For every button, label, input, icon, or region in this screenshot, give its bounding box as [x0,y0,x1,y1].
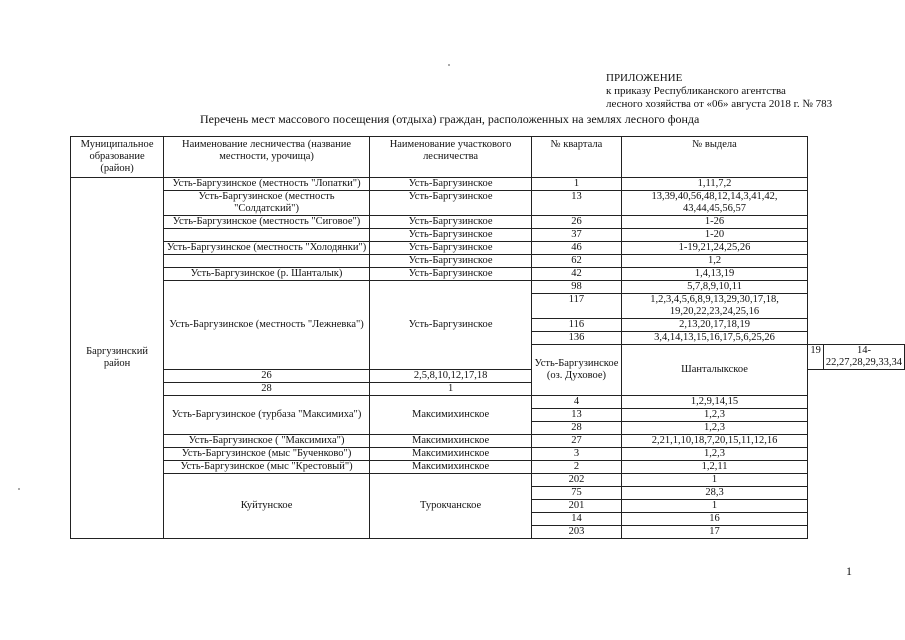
appendix-label: ПРИЛОЖЕНИЕ [606,72,683,84]
allotment-cell: 1,2,11 [621,461,808,474]
quarter-cell: 201 [532,500,622,513]
quarter-cell: 1 [532,178,622,191]
allotment-cell: 1 [621,500,808,513]
quarter-cell: 14 [532,513,622,526]
quarter-cell: 37 [532,229,622,242]
forestry-cell: Усть-Баргузинское (оз. Духовое) [532,345,622,396]
allotment-cell: 1 [369,383,531,396]
allotment-cell: 14-22,27,28,29,33,34 [823,345,904,370]
quarter-cell: 42 [532,268,622,281]
column-header-district: Муниципальное образование (район) [71,137,164,178]
forestry-cell: Усть-Баргузинское (местность "Холодянки") [164,242,370,255]
column-header-subforestry: Наименование участкового лесничества [369,137,531,178]
column-header-allotment: № выдела [621,137,808,178]
allotment-cell: 5,7,8,9,10,11 [621,281,808,294]
quarter-cell: 28 [532,422,622,435]
page-number: 1 [846,564,852,578]
table-row [71,461,905,474]
forestry-cell: Куйтунское [164,474,370,539]
allotment-cell: 1-20 [621,229,808,242]
subforestry-cell: Турокчанское [369,474,531,539]
subforestry-cell: Максимихинское [369,448,531,461]
quarter-cell: 46 [532,242,622,255]
quarter-cell: 26 [164,370,370,383]
allotment-cell: 2,5,8,10,12,17,18 [369,370,531,383]
allotment-cell: 1,2,3 [621,409,808,422]
quarter-cell: 26 [532,216,622,229]
quarter-cell: 13 [532,191,622,216]
quarter-cell: 116 [532,319,622,332]
table-row [71,268,905,281]
forestry-cell: Усть-Баргузинское (мыс "Крестовый") [164,461,370,474]
table-row [71,474,905,487]
forestry-cell: Усть-Баргузинское (местность "Солдатский") [164,191,370,216]
table-row [71,435,905,448]
allotment-cell: 1,2 [621,255,808,268]
allotment-cell: 1,2,3 [621,448,808,461]
table-row [71,396,905,409]
allotment-cell: 1,2,3,4,5,6,8,9,13,29,30,17,18, 19,20,22,23,24,25,16 [621,294,808,319]
table-row [71,216,905,229]
allotment-cell: 1 [621,474,808,487]
allotment-cell: 28,3 [621,487,808,500]
allotment-cell: 1,4,13,19 [621,268,808,281]
quarter-cell: 62 [532,255,622,268]
table-row [71,242,905,255]
allotment-cell: 1-19,21,24,25,26 [621,242,808,255]
allotment-cell: 1,2,3 [621,422,808,435]
subforestry-cell: Шанталыкское [621,345,808,396]
column-header-quarter: № квартала [532,137,622,178]
quarter-cell: 19 [808,345,824,370]
allotment-cell: 2,21,1,10,18,7,20,15,11,12,16 [621,435,808,448]
allotment-cell: 16 [621,513,808,526]
subforestry-cell: Усть-Баргузинское [369,281,531,370]
subforestry-cell: Усть-Баргузинское [369,255,531,268]
subforestry-cell: Максимихинское [369,461,531,474]
table-row [71,178,905,191]
quarter-cell: 202 [532,474,622,487]
quarter-cell: 13 [532,409,622,422]
column-header-forestry: Наименование лесничества (название местности, урочища) [164,137,370,178]
forestry-cell: Усть-Баргузинское (р. Шанталык) [164,268,370,281]
quarter-cell: 117 [532,294,622,319]
table-header-row [71,137,905,178]
order-reference: к приказу Республиканского агентства [606,85,786,97]
document-title: Перечень мест массового посещения (отдыха) граждан, расположенных на землях лесного фонда [200,112,700,126]
quarter-cell: 3 [532,448,622,461]
table-row [71,281,905,294]
allotment-cell: 1,11,7,2 [621,178,808,191]
quarter-cell: 2 [532,461,622,474]
forestry-cell-empty [164,255,370,268]
forestry-cell: Усть-Баргузинское (местность "Лопатки") [164,178,370,191]
quarter-cell: 27 [532,435,622,448]
subforestry-cell: Усть-Баргузинское [369,191,531,216]
subforestry-cell: Усть-Баргузинское [369,242,531,255]
allotment-cell: 13,39,40,56,48,12,14,3,41,42, 43,44,45,56,57 [621,191,808,216]
forestry-cell: Усть-Баргузинское (местность "Лежневка") [164,281,370,370]
subforestry-cell: Максимихинское [369,396,531,435]
allotment-cell: 2,13,20,17,18,19 [621,319,808,332]
subforestry-cell: Усть-Баргузинское [369,229,531,242]
quarter-cell: 28 [164,383,370,396]
recreation-places-table [70,136,905,539]
allotment-cell: 1-26 [621,216,808,229]
allotment-cell: 1,2,9,14,15 [621,396,808,409]
subforestry-cell: Максимихинское [369,435,531,448]
table-row [71,448,905,461]
order-date: лесного хозяйства от «06» августа 2018 г. № 783 [606,98,833,110]
forestry-cell: Усть-Баргузинское (местность "Сиговое") [164,216,370,229]
table-row [71,255,905,268]
scan-speck [448,64,450,66]
quarter-cell: 4 [532,396,622,409]
forestry-cell: Усть-Баргузинское (мыс "Бученково") [164,448,370,461]
quarter-cell: 75 [532,487,622,500]
appendix-header [606,72,832,111]
scan-speck [18,488,20,490]
district-cell: Баргузинский район [71,178,164,539]
forestry-cell-empty [164,229,370,242]
subforestry-cell: Усть-Баргузинское [369,178,531,191]
table-row [71,191,905,216]
allotment-cell: 17 [621,526,808,539]
subforestry-cell: Усть-Баргузинское [369,268,531,281]
allotment-cell: 3,4,14,13,15,16,17,5,6,25,26 [621,332,808,345]
quarter-cell: 203 [532,526,622,539]
forestry-cell: Усть-Баргузинское (турбаза "Максимиха") [164,396,370,435]
quarter-cell: 98 [532,281,622,294]
subforestry-cell: Усть-Баргузинское [369,216,531,229]
table-row [71,229,905,242]
forestry-cell: Усть-Баргузинское ( "Максимиха") [164,435,370,448]
quarter-cell: 136 [532,332,622,345]
